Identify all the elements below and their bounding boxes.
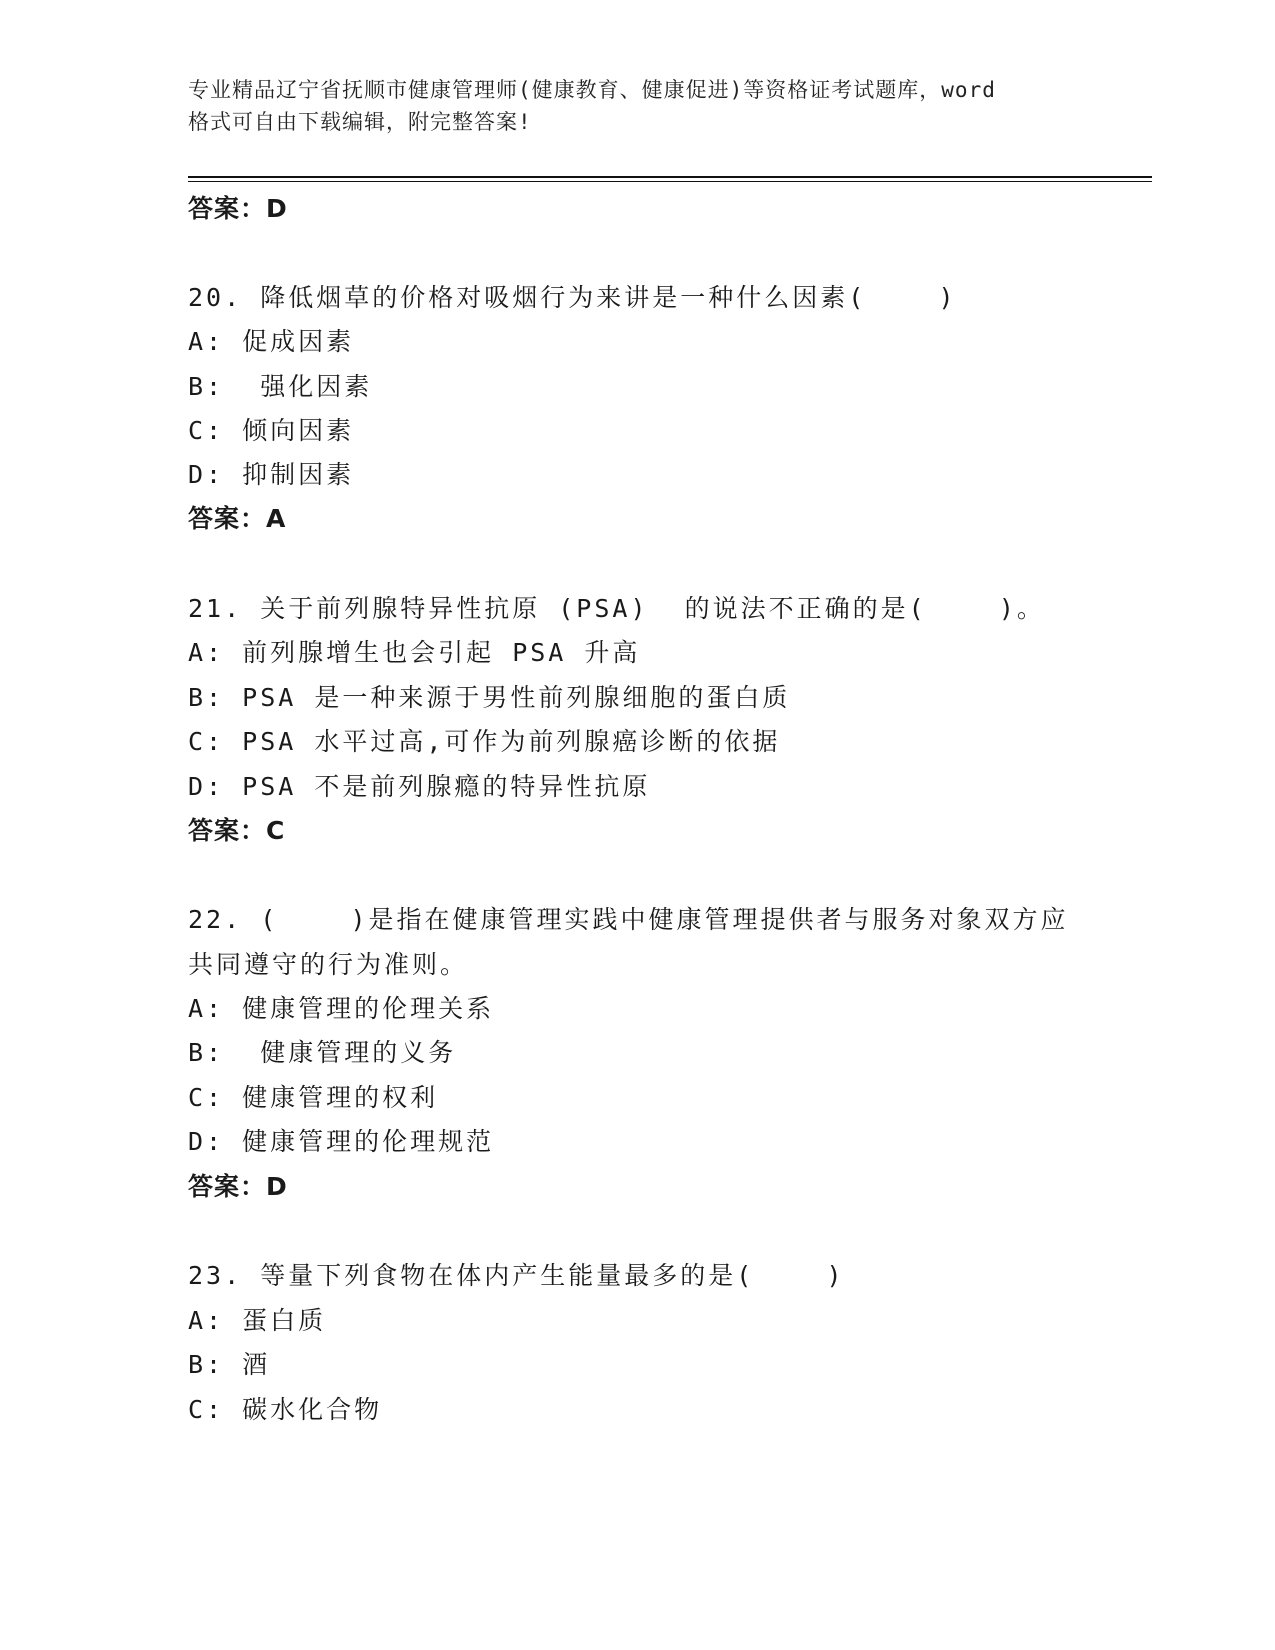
option-21-c: C: PSA 水平过高,可作为前列腺癌诊断的依据 [188,727,781,756]
option-20-a: A: 促成因素 [188,327,355,356]
answer-21: 答案：C [188,816,286,845]
option-23-c: C: 碳水化合物 [188,1395,383,1424]
option-23-a: A: 蛋白质 [188,1306,327,1335]
option-22-a: A: 健康管理的伦理关系 [188,994,495,1023]
header-line-2: 格式可自由下载编辑，附完整答案! [188,110,532,134]
question-21: 21. 关于前列腺特异性抗原 (PSA) 的说法不正确的是( )。 [188,594,1045,623]
answer-20: 答案：A [188,504,287,533]
question-20: 20. 降低烟草的价格对吸烟行为来讲是一种什么因素( ) [188,283,957,312]
header-divider-thin [188,181,1152,182]
answer-19: 答案：D [188,194,288,223]
question-23: 23. 等量下列食物在体内产生能量最多的是( ) [188,1261,845,1290]
option-21-a: A: 前列腺增生也会引起 PSA 升高 [188,638,641,667]
option-22-c: C: 健康管理的权利 [188,1083,439,1112]
question-22: 22. ( )是指在健康管理实践中健康管理提供者与服务对象双方应 [188,905,1069,934]
page-header [188,74,1088,138]
option-23-b: B: 酒 [188,1350,271,1379]
option-21-d: D: PSA 不是前列腺瘾的特异性抗原 [188,772,651,801]
option-20-c: C: 倾向因素 [188,416,355,445]
option-22-d: D: 健康管理的伦理规范 [188,1127,495,1156]
answer-22: 答案：D [188,1172,288,1201]
header-divider-thick [188,176,1152,178]
header-line-1: 专业精品辽宁省抚顺市健康管理师(健康教育、健康促进)等资格证考试题库，word [188,78,996,102]
option-20-d: D: 抑制因素 [188,460,355,489]
option-20-b: B: 强化因素 [188,372,373,401]
question-22-continued: 共同遵守的行为准则。 [188,950,469,979]
option-21-b: B: PSA 是一种来源于男性前列腺细胞的蛋白质 [188,683,791,712]
option-22-b: B: 健康管理的义务 [188,1038,457,1067]
